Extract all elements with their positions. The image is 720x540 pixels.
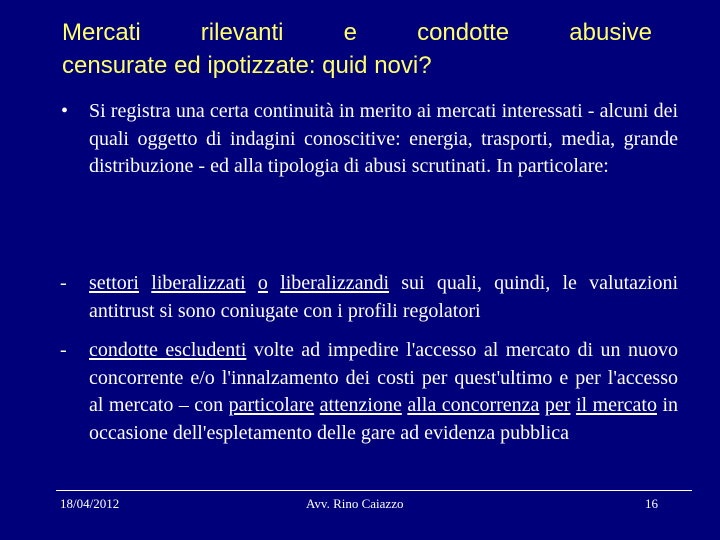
footer-date: 18/04/2012 bbox=[60, 496, 120, 511]
intro-bullet-text: Si registra una certa continuità in merito ai mercati interessati - alcuni dei quali oggetto di indagini conoscitive: energia, trasporti, media, grande distribuzione - ed alla tipologia di abusi scrutinati. In particolare: bbox=[89, 100, 678, 177]
underlined-text: il mercato bbox=[575, 394, 657, 416]
underlined-text: settori bbox=[89, 272, 139, 294]
intro-bullet bbox=[61, 98, 678, 181]
underlined-text: per bbox=[544, 394, 571, 416]
underlined-text: alla concorrenza bbox=[407, 394, 540, 416]
underlined-text: condotte escludenti bbox=[89, 339, 247, 361]
plain-text: sui quali, quindi, le valutazioni antitrust si sono coniugate con i profili regolatori bbox=[89, 272, 679, 322]
footer-author: Avv. Rino Caiazzo bbox=[306, 496, 404, 511]
list-item-text bbox=[89, 337, 678, 447]
underlined-text: particolare bbox=[228, 394, 315, 416]
plain-text bbox=[268, 272, 280, 294]
slide-title-line-2: censurate ed ipotizzate: quid novi? bbox=[62, 52, 432, 79]
plain-text bbox=[246, 272, 258, 294]
footer-divider bbox=[56, 490, 692, 491]
footer-page-number: 16 bbox=[645, 496, 658, 511]
dash-icon: - bbox=[60, 272, 67, 294]
list-item-liberalized-sectors bbox=[60, 270, 678, 325]
underlined-text: liberalizzandi bbox=[280, 272, 390, 294]
dash-icon: - bbox=[60, 339, 67, 361]
list-item-exclusionary-conduct bbox=[60, 337, 678, 447]
slide-title bbox=[62, 16, 652, 82]
list-item-text bbox=[89, 270, 678, 325]
plain-text: volte ad impedire l'accesso al mercato di un nuovo concorrente e/o l'innalzamento dei costi per quest'ultimo e per l'accesso al mercato – con bbox=[89, 339, 678, 416]
bullet-icon: • bbox=[61, 100, 69, 122]
slide-title-line-1: Mercati rilevanti e condotte abusive bbox=[62, 19, 652, 46]
underlined-text: attenzione bbox=[319, 394, 402, 416]
underlined-text: o bbox=[257, 272, 268, 294]
underlined-text: liberalizzati bbox=[151, 272, 246, 294]
plain-text bbox=[139, 272, 151, 294]
plain-text: in occasione dell'espletamento delle gare ad evidenza pubblica bbox=[89, 394, 679, 444]
